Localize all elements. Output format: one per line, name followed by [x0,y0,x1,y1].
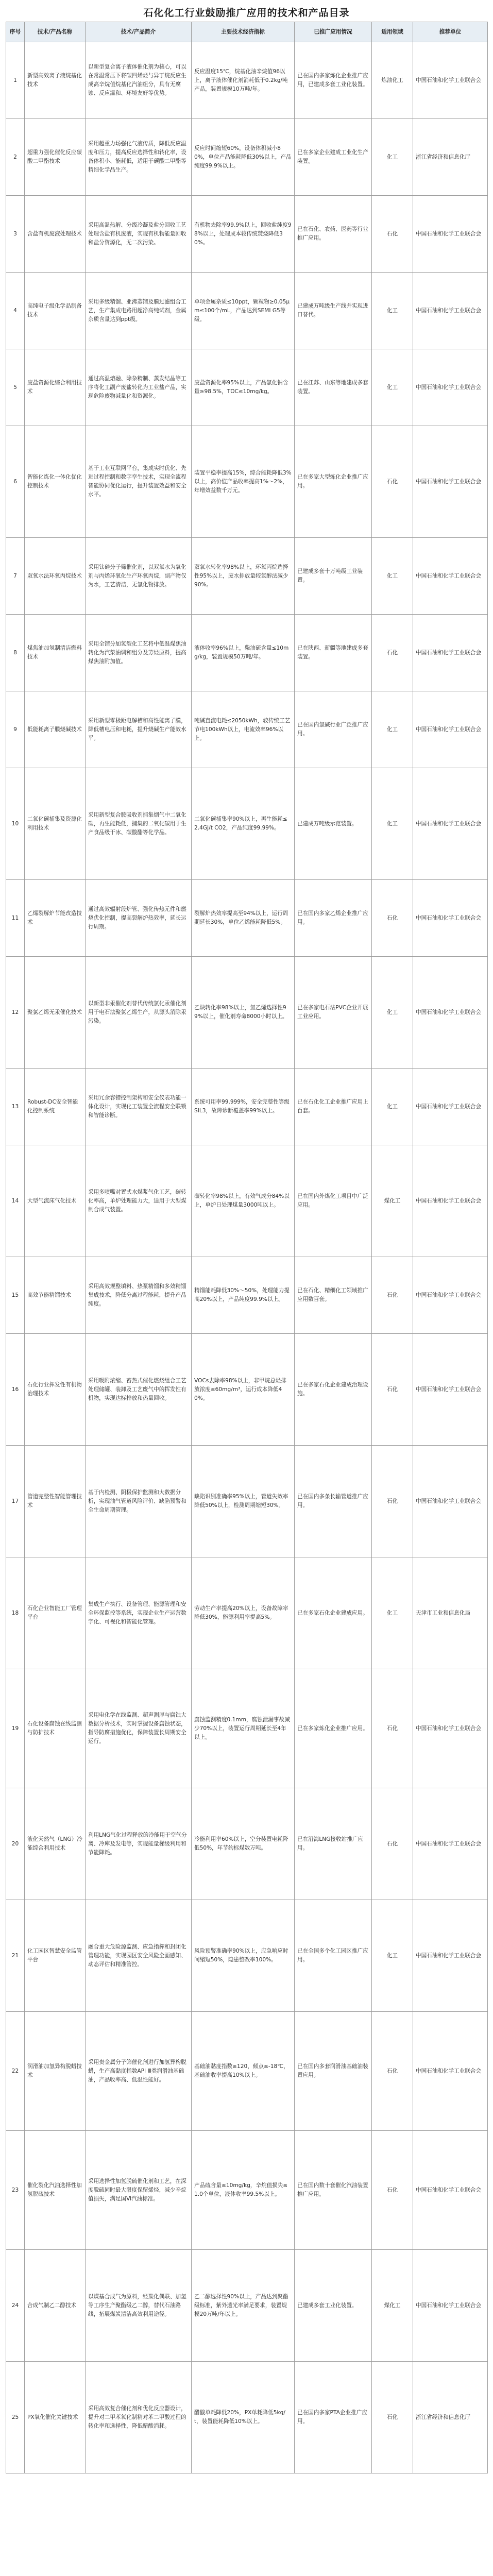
applicable-field: 化工 [372,119,413,196]
technology-description: 采用选择性加氢脱硫催化剂和工艺，在深度脱硫同时最大限度保留烯烃，减少辛烷值损失，满足国Ⅵ汽油标准。 [86,2131,192,2250]
technical-metrics: 基础油黏度指数≥120，倾点≤-18℃，基础油收率提高10%以上。 [192,2012,295,2131]
applicable-field: 石化 [372,2362,413,2473]
applicable-field: 石化 [372,2131,413,2250]
application-status: 已在石化、精细化工领域推广应用数百套。 [295,1257,372,1334]
recommending-org: 中国石油和化学工业联合会 [413,615,488,691]
technical-metrics: 装置平稳率提高15%，综合能耗降低3%以上，高价值产品收率提高1%～2%，年增效益数千万元。 [192,426,295,538]
technical-metrics: 废盐资源化率95%以上，产品氯化钠含量≥98.5%，TOC≤10mg/kg。 [192,349,295,426]
technology-name: 合成气制乙二醇技术 [25,2250,86,2362]
technology-table [6,22,488,2473]
table-row [6,2012,488,2131]
row-number: 21 [6,1900,25,2012]
table-row [6,615,488,691]
application-status: 已在多家企业建成工业化生产装置。 [295,119,372,196]
table-row [6,1900,488,2012]
technical-metrics: 吨碱直流电耗≤2050kWh，较传统工艺节电100kWh以上，电流效率96%以上。 [192,691,295,768]
technology-name: 高纯电子级化学品制备技术 [25,273,86,349]
recommending-org: 中国石油和化学工业联合会 [413,768,488,880]
applicable-field: 石化 [372,2012,413,2131]
technology-name: 液化天然气（LNG）冷能综合利用技术 [25,1788,86,1900]
technology-name: 智能化炼化一体化优化控制技术 [25,426,86,538]
application-status: 已在国内多家乙烯企业推广应用。 [295,880,372,957]
recommending-org: 中国石油和化学工业联合会 [413,273,488,349]
technology-description: 采用电化学在线监测、超声测厚与腐蚀大数据分析技术，实时掌握设备腐蚀状态，指导防腐措施优化，保障装置长周期安全运行。 [86,1669,192,1788]
technology-name: 废盐资源化综合利用技术 [25,349,86,426]
technology-name: 乙烯裂解炉节能改造技术 [25,880,86,957]
technology-name: 化工园区智慧安全监管平台 [25,1900,86,2012]
application-status: 已在石化、农药、医药等行业推广应用。 [295,196,372,273]
recommending-org: 中国石油和化学工业联合会 [413,957,488,1069]
technology-name: 新型高效离子液烷基化技术 [25,42,86,119]
technical-metrics: 乙炔转化率98%以上，氯乙烯选择性99%以上，催化剂寿命8000小时以上。 [192,957,295,1069]
technical-metrics: 裂解炉热效率提高至94%以上，运行周期延长30%，单位乙烯能耗降低5%。 [192,880,295,957]
header-no: 序号 [6,22,25,42]
row-number: 13 [6,1069,25,1145]
technology-name: 石化设备腐蚀在线监测与防护技术 [25,1669,86,1788]
technology-description: 基于内检测、阴极保护监测和大数据分析，实现油气管道风险评价、缺陷预警和全生命周期管理。 [86,1446,192,1557]
row-number: 4 [6,273,25,349]
row-number: 8 [6,615,25,691]
applicable-field: 石化 [372,1446,413,1557]
technology-name: 高效节能精馏技术 [25,1257,86,1334]
technology-name: 低能耗离子膜烧碱技术 [25,691,86,768]
technology-description: 采用钛硅分子筛催化剂，以双氧水为氧化剂与丙烯环氧化生产环氧丙烷，副产物仅为水，工艺清洁，无氯化物排放。 [86,538,192,615]
recommending-org: 中国石油和化学工业联合会 [413,426,488,538]
technology-name: 超重力强化催化反应碳酸二甲酯技术 [25,119,86,196]
row-number: 7 [6,538,25,615]
recommending-org: 天津市工业和信息化局 [413,1557,488,1669]
application-status: 已建成万吨级生产线并实现进口替代。 [295,273,372,349]
technology-name: 煤焦油加氢制清洁燃料技术 [25,615,86,691]
table-row [6,42,488,119]
application-status: 已在陕西、新疆等地建成多套装置。 [295,615,372,691]
technology-name: PX氧化催化关键技术 [25,2362,86,2473]
technical-metrics: VOCs去除率98%以上，非甲烷总烃排放浓度≤60mg/m³，运行成本降低40%。 [192,1334,295,1446]
technical-metrics: 反应时间缩短60%，设备体积减小80%，单位产品能耗降低30%以上，产品纯度99.9%以上。 [192,119,295,196]
document-page [6,0,487,2473]
technology-description: 以新型非汞催化剂替代传统氯化汞催化剂用于电石法聚氯乙烯生产，从源头消除汞污染。 [86,957,192,1069]
recommending-org: 浙江省经济和信息化厅 [413,119,488,196]
technology-description: 采用新型复合胺吸收剂捕集烟气中二氧化碳，再生能耗低，捕集的二氧化碳用于生产食品级干冰、碳酸酯等化学品。 [86,768,192,880]
row-number: 12 [6,957,25,1069]
applicable-field: 化工 [372,538,413,615]
recommending-org: 中国石油和化学工业联合会 [413,880,488,957]
table-row [6,957,488,1069]
technology-description: 采用高温热解、分级冷凝及盐分回收工艺处理含盐有机废液，实现有机物能量回收和盐分资源化，无二次污染。 [86,196,192,273]
recommending-org: 浙江省经济和信息化厅 [413,2362,488,2473]
technology-name: 润滑油加氢异构脱蜡技术 [25,2012,86,2131]
technical-metrics: 缺陷识别准确率95%以上，管道失效率降低50%以上，检测周期缩短30%。 [192,1446,295,1557]
table-row [6,1257,488,1334]
technical-metrics: 醋酸单耗降低20%，PX单耗降低5kg/t，装置能耗降低10%以上。 [192,2362,295,2473]
recommending-org: 中国石油和化学工业联合会 [413,42,488,119]
row-number: 3 [6,196,25,273]
recommending-org: 中国石油和化学工业联合会 [413,1334,488,1446]
table-row [6,768,488,880]
row-number: 2 [6,119,25,196]
row-number: 10 [6,768,25,880]
row-number: 14 [6,1145,25,1257]
applicable-field: 化工 [372,1900,413,2012]
table-row [6,119,488,196]
application-status: 已建成万吨级示范装置。 [295,768,372,880]
recommending-org: 中国石油和化学工业联合会 [413,196,488,273]
table-row [6,2362,488,2473]
recommending-org: 中国石油和化学工业联合会 [413,691,488,768]
header-name: 技术/产品名称 [25,22,86,42]
technical-metrics: 反应温度15℃，烷基化油辛烷值96以上，离子液体催化剂消耗低于0.2kg/吨产品，装置规模10万吨/年。 [192,42,295,119]
recommending-org: 中国石油和化学工业联合会 [413,2250,488,2362]
table-row [6,2131,488,2250]
technology-description: 采用冗余容错控制架构和安全仪表功能一体化设计，实现化工装置全流程安全联锁和智能诊断。 [86,1069,192,1145]
technology-description: 采用贵金属分子筛催化剂进行加氢异构脱蜡，生产高黏度指数API Ⅲ类润滑油基础油，产品收率高、低温性能好。 [86,2012,192,2131]
application-status: 已在多家炼化企业推广应用。 [295,1669,372,1788]
row-number: 20 [6,1788,25,1900]
applicable-field: 化工 [372,957,413,1069]
technology-name: 含盐有机废液处理技术 [25,196,86,273]
table-header-row [6,22,488,42]
header-status: 已推广应用情况 [295,22,372,42]
application-status: 已在国内多条长输管道推广应用。 [295,1446,372,1557]
applicable-field: 煤化工 [372,1145,413,1257]
application-status: 已在全国多个化工园区推广应用。 [295,1900,372,2012]
application-status: 已在国内多家PTA企业推广应用。 [295,2362,372,2473]
table-row [6,1145,488,1257]
technical-metrics: 精馏能耗降低30%～50%，处理能力提高20%以上，产品纯度99.9%以上。 [192,1257,295,1334]
table-row [6,1669,488,1788]
document-title: 石化化工行业鼓励推广应用的技术和产品目录 [143,7,350,19]
application-status: 已建成多套十万吨级工业装置。 [295,538,372,615]
application-status: 已在国内数十套催化汽油装置推广应用。 [295,2131,372,2250]
row-number: 9 [6,691,25,768]
technical-metrics: 有机物去除率99.9%以上，回收盐纯度98%以上，处理成本较传统焚烧降低30%。 [192,196,295,273]
technology-description: 采用超重力场强化气液传质，降低反应温度和压力，提高反应选择性和转化率，设备体积小、能耗低，适用于碳酸二甲酯等精细化学品生产。 [86,119,192,196]
technology-description: 以新型复合离子液体催化剂为核心，可以在常温常压下将碳四烯烃与异丁烷反应生成高辛烷值烷基化汽油组分，具有无腐蚀、反应温和、环境友好等优势。 [86,42,192,119]
application-status: 已在石化化工企业推广应用上百套。 [295,1069,372,1145]
row-number: 11 [6,880,25,957]
technology-name: 双氧水法环氧丙烷技术 [25,538,86,615]
table-row [6,2250,488,2362]
application-status: 已在国内多家炼化企业推广应用，已建成多套工业化装置。 [295,42,372,119]
applicable-field: 石化 [372,615,413,691]
technical-metrics: 液体收率96%以上，柴油硫含量≤10mg/kg，装置规模50万吨/年。 [192,615,295,691]
technical-metrics: 腐蚀监测精度0.1mm，腐蚀泄漏事故减少70%以上，装置运行周期延长至4年以上。 [192,1669,295,1788]
row-number: 25 [6,2362,25,2473]
applicable-field: 化工 [372,691,413,768]
technical-metrics: 劳动生产率提高20%以上，设备故障率降低30%，能源利用率提高5%。 [192,1557,295,1669]
application-status: 已在国内外煤化工项目中广泛应用。 [295,1145,372,1257]
technology-description: 集成生产执行、设备管理、能源管理和安全环保监控等系统，实现企业生产运营数字化、可视化和智能化管理。 [86,1557,192,1669]
technical-metrics: 碳转化率98%以上，有效气成分84%以上，单炉日处理煤量3000吨以上。 [192,1145,295,1257]
row-number: 1 [6,42,25,119]
header-metrics: 主要技术经济指标 [192,22,295,42]
row-number: 19 [6,1669,25,1788]
technical-metrics: 双氧水转化率98%以上，环氧丙烷选择性95%以上，废水排放量较氯醇法减少90%。 [192,538,295,615]
technology-name: Robust-DC安全智能化控制系统 [25,1069,86,1145]
application-status: 已在多家石化企业建成应用。 [295,1557,372,1669]
table-body [6,42,488,2473]
technology-description: 通过高温熔融、除杂精制、蒸发结晶等工序将化工副产废盐转化为工业盐产品，实现危险废物减量化和资源化。 [86,349,192,426]
recommending-org: 中国石油和化学工业联合会 [413,1069,488,1145]
table-row [6,1069,488,1145]
technology-name: 大型气流床气化技术 [25,1145,86,1257]
technology-name: 催化裂化汽油选择性加氢脱硫技术 [25,2131,86,2250]
application-status: 已在国内氯碱行业广泛推广应用。 [295,691,372,768]
technology-description: 融合重大危险源监测、应急指挥和封闭化管理功能，实现园区安全风险全面感知、动态评估和精准管控。 [86,1900,192,2012]
table-row [6,538,488,615]
table-row [6,1334,488,1446]
recommending-org: 中国石油和化学工业联合会 [413,349,488,426]
table-row [6,1446,488,1557]
application-status: 已在沿海LNG接收站推广应用。 [295,1788,372,1900]
recommending-org: 中国石油和化学工业联合会 [413,538,488,615]
recommending-org: 中国石油和化学工业联合会 [413,2131,488,2250]
application-status: 已在多家电石法PVC企业开展工业应用。 [295,957,372,1069]
technology-description: 采用全馏分加氢裂化工艺将中低温煤焦油转化为汽柴油调和组分及芳烃原料，提高煤焦油附加值。 [86,615,192,691]
technical-metrics: 单项金属杂质≤10ppt，颗粒物≥0.05μm≤100个/mL，产品达到SEMI G5等级。 [192,273,295,349]
applicable-field: 石化 [372,1788,413,1900]
technology-description: 采用吸附浓缩、蓄热式催化燃烧组合工艺处理储罐、装卸及工艺废气中的挥发性有机物，实现达标排放和热量回收。 [86,1334,192,1446]
recommending-org: 中国石油和化学工业联合会 [413,1257,488,1334]
application-status: 已在多家石化企业建成治理设施。 [295,1334,372,1446]
application-status: 已在国内多套润滑油基础油装置应用。 [295,2012,372,2131]
header-field: 适用领域 [372,22,413,42]
technical-metrics: 乙二醇选择性90%以上，产品达到聚酯级标准，紫外透光率满足要求，装置规模20万吨/年以上。 [192,2250,295,2362]
applicable-field: 炼油化工 [372,42,413,119]
applicable-field: 化工 [372,1069,413,1145]
technology-name: 管道完整性智能管理技术 [25,1446,86,1557]
table-row [6,691,488,768]
row-number: 5 [6,349,25,426]
technical-metrics: 二氧化碳捕集率90%以上，再生能耗≤2.4GJ/t CO2，产品纯度99.99%。 [192,768,295,880]
applicable-field: 煤化工 [372,2250,413,2362]
technology-description: 通过高效辐射段炉管、强化传热元件和燃烧优化控制，提高裂解炉热效率，延长运行周期。 [86,880,192,957]
application-status: 已在多家大型炼化企业推广应用。 [295,426,372,538]
row-number: 16 [6,1334,25,1446]
recommending-org: 中国石油和化学工业联合会 [413,1788,488,1900]
recommending-org: 中国石油和化学工业联合会 [413,1900,488,2012]
recommending-org: 中国石油和化学工业联合会 [413,1669,488,1788]
table-row [6,880,488,957]
applicable-field: 石化 [372,1334,413,1446]
applicable-field: 化工 [372,273,413,349]
applicable-field: 石化 [372,1257,413,1334]
table-row [6,349,488,426]
row-number: 22 [6,2012,25,2131]
recommending-org: 中国石油和化学工业联合会 [413,1145,488,1257]
table-row [6,1788,488,1900]
technology-description: 以煤基合成气为原料，经羰化偶联、加氢等工序生产聚酯级乙二醇，替代石油路线，拓展煤炭清洁高效利用途径。 [86,2250,192,2362]
applicable-field: 化工 [372,768,413,880]
applicable-field: 石化 [372,426,413,538]
technical-metrics: 风险预警准确率90%以上，应急响应时间缩短50%，隐患整改率100%。 [192,1900,295,2012]
applicable-field: 石化 [372,1669,413,1788]
application-status: 已在江苏、山东等地建成多套装置。 [295,349,372,426]
header-desc: 技术/产品简介 [86,22,192,42]
row-number: 6 [6,426,25,538]
row-number: 17 [6,1446,25,1557]
recommending-org: 中国石油和化学工业联合会 [413,2012,488,2131]
technology-description: 采用新型零极距电解槽和高性能离子膜，降低槽电压和电耗，提升烧碱生产能效水平。 [86,691,192,768]
applicable-field: 化工 [372,349,413,426]
technology-description: 采用高效规整填料、热泵精馏和多效精馏集成技术，降低分离过程能耗，提升产品纯度。 [86,1257,192,1334]
technology-description: 采用多级精馏、亚沸蒸馏及膜过滤组合工艺，生产集成电路用超净高纯试剂，金属杂质含量达到ppt级。 [86,273,192,349]
application-status: 已建成多套工业化装置。 [295,2250,372,2362]
table-row [6,426,488,538]
table-row [6,196,488,273]
row-number: 23 [6,2131,25,2250]
technology-description: 采用多喷嘴对置式水煤浆气化工艺，碳转化率高，单炉处理能力大，适用于大型煤制合成气装置。 [86,1145,192,1257]
row-number: 24 [6,2250,25,2362]
technology-description: 采用高效复合催化剂和优化反应器设计，提升对二甲苯氧化制精对苯二甲酸过程的转化率和选择性，降低醋酸消耗。 [86,2362,192,2473]
header-org: 推荐单位 [413,22,488,42]
technology-name: 二氧化碳捕集及资源化利用技术 [25,768,86,880]
technology-name: 石化行业挥发性有机物治理技术 [25,1334,86,1446]
technical-metrics: 冷能利用率60%以上，空分装置电耗降低50%，年节约标煤数万吨。 [192,1788,295,1900]
applicable-field: 化工 [372,1557,413,1669]
technology-description: 利用LNG气化过程释放的冷能用于空气分离、冷库及发电等，实现能量梯级利用和节能降耗。 [86,1788,192,1900]
applicable-field: 石化 [372,880,413,957]
technology-name: 石化企业智能工厂管理平台 [25,1557,86,1669]
applicable-field: 石化 [372,196,413,273]
table-row [6,273,488,349]
technology-name: 聚氯乙烯无汞催化技术 [25,957,86,1069]
row-number: 15 [6,1257,25,1334]
recommending-org: 中国石油和化学工业联合会 [413,1446,488,1557]
technical-metrics: 系统可用率99.999%，安全完整性等级SIL3，故障诊断覆盖率99%以上。 [192,1069,295,1145]
row-number: 18 [6,1557,25,1669]
table-row [6,1557,488,1669]
technical-metrics: 产品硫含量≤10mg/kg，辛烷值损失≤1.0个单位，液体收率99.5%以上。 [192,2131,295,2250]
technology-description: 基于工业互联网平台，集成实时优化、先进过程控制和数字孪生技术，实现全流程智能协同优化运行，提升装置效益和安全水平。 [86,426,192,538]
